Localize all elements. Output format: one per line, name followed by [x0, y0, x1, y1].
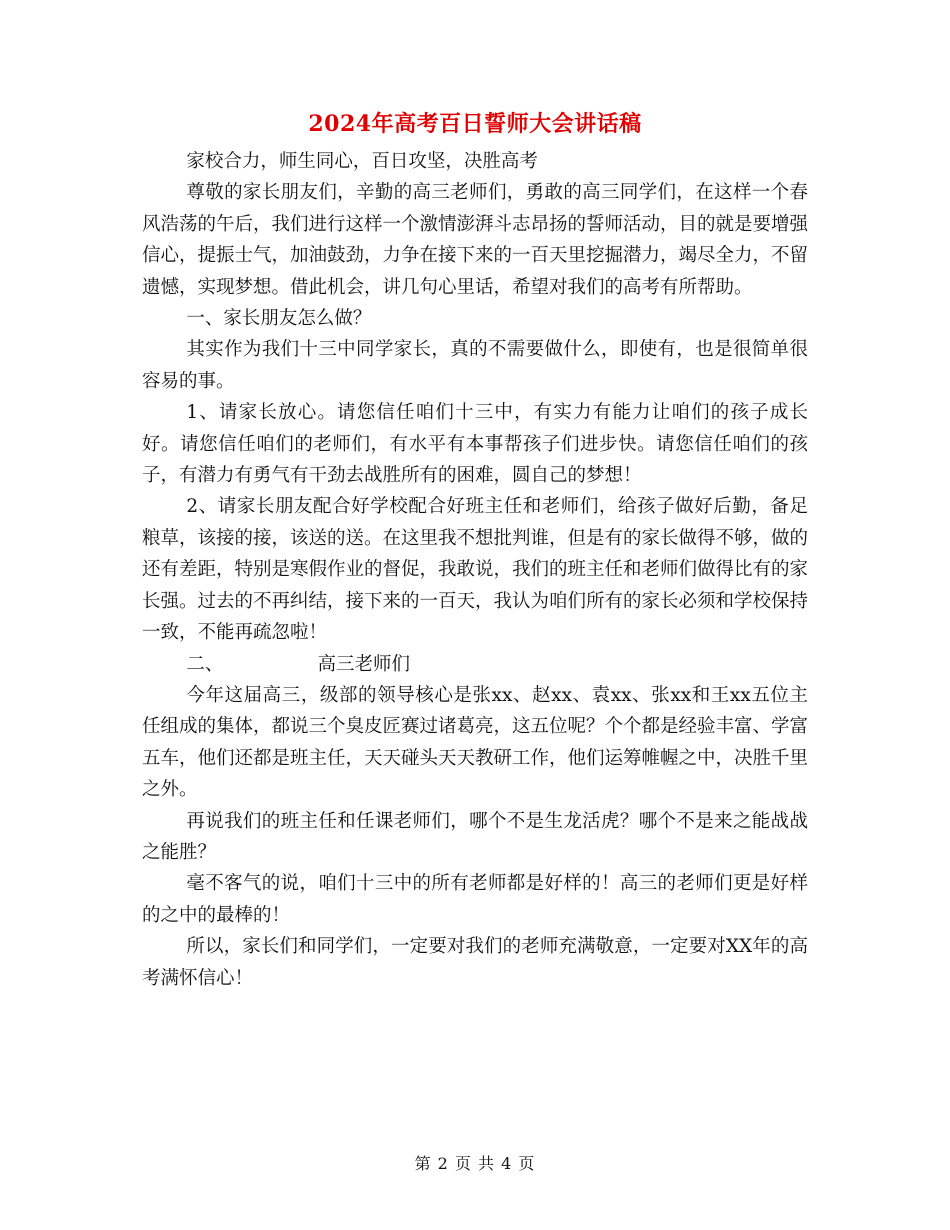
paragraph-leadership: 今年这届高三，级部的领导核心是张xx、赵xx、袁xx、张xx和王xx五位主任组成的集体，都说三个臭皮匠赛过诸葛亮，这五位呢？个个都是经验丰富、学富五车，他们还都是班主任，天天碰头天天教研工作，他们运筹帷幄之中，决胜千里之外。 [142, 684, 809, 801]
section-heading-parents: 一、家长朋友怎么做？ [186, 308, 372, 330]
paragraph-parents-intro: 其实作为我们十三中同学家长，真的不需要做什么，即使有，也是很简单很容易的事。 [142, 339, 808, 392]
paragraph-teachers: 再说我们的班主任和任课老师们，哪个不是生龙活虎？哪个不是来之能战战之能胜？ [142, 810, 808, 863]
section-heading-teachers: 二、 高三老师们 [186, 653, 410, 675]
document-title: 2024年高考百日誓师大会讲话稿 [308, 111, 642, 137]
document-body [142, 146, 808, 994]
paragraph-parents-point-2: 2、请家长朋友配合好学校配合好班主任和老师们，给孩子做好后勤，备足粮草，该接的接，该送的送。在这里我不想批判谁，但是有的家长做得不够，做的还有差距，特别是寒假作业的督促，我敢说，我们的班主任和老师们做得比有的家长强。过去的不再纠结，接下来的一百天，我认为咱们所有的家长必须和学校保持一致，不能再疏忽啦！ [142, 496, 809, 644]
paragraph-greeting: 尊敬的家长朋友们，辛勤的高三老师们，勇敢的高三同学们，在这样一个春风浩荡的午后，我们进行这样一个激情澎湃斗志昂扬的誓师活动，目的就是要增强信心，提振士气，加油鼓劲，力争在接下来的一百天里挖掘潜力，竭尽全力，不留遗憾，实现梦想。借此机会，讲几句心里话，希望对我们的高考有所帮助。 [142, 182, 809, 298]
paragraph-slogan: 家校合力，师生同心，百日攻坚，决胜高考 [186, 151, 538, 172]
paragraph-parents-point-1: 1、请家长放心。请您信任咱们十三中，有实力有能力让咱们的孩子成长好。请您信任咱们的老师们，有水平有本事帮孩子们进步快。请您信任咱们的孩子，有潜力有勇气有干劲去战胜所有的困难，圆自己的梦想！ [142, 402, 808, 487]
paragraph-conclusion: 所以，家长们和同学们，一定要对我们的老师充满敬意，一定要对XX年的高考满怀信心！ [142, 936, 808, 989]
page-footer: 第 2 页 共 4 页 [414, 1154, 536, 1173]
paragraph-praise: 毫不客气的说，咱们十三中的所有老师都是好样的！高三的老师们更是好样的之中的最棒的！ [142, 873, 808, 926]
